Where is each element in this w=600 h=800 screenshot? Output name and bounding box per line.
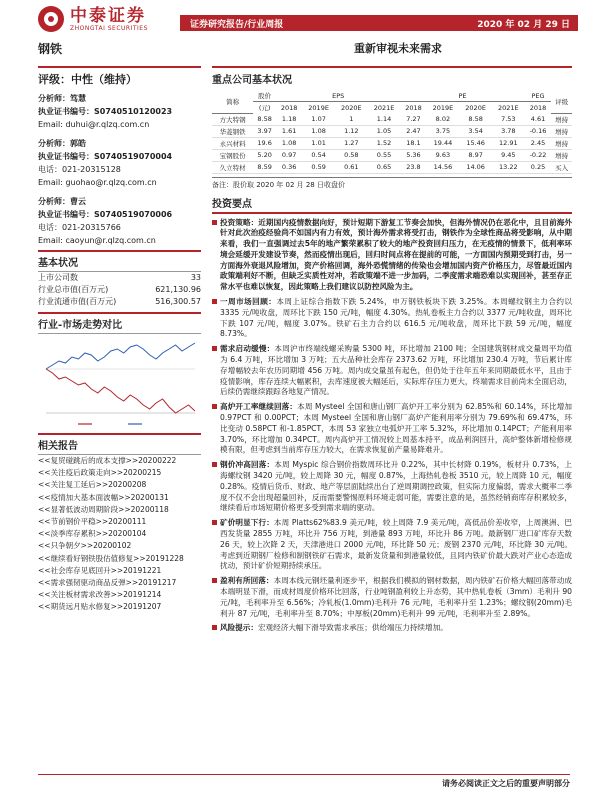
table-note: 备注：股价取 2020 年 02 月 28 日收盘价 — [212, 177, 572, 190]
basic-title: 基本状况 — [38, 250, 201, 272]
analyst-role: 分析师： — [38, 197, 70, 206]
table-row — [212, 113, 572, 125]
license-number: S0740519070006 — [94, 210, 173, 219]
table-cell: 增持 — [551, 149, 572, 161]
basic-label: 行业总市值(百万元) — [38, 285, 109, 294]
company-logo — [38, 6, 148, 32]
col-year: 2020E — [340, 103, 362, 112]
bullet-icon — [212, 346, 217, 351]
related-report-link[interactable]: <<社会库存见底回升>>20191221 — [38, 565, 162, 575]
table-cell: 9.63 — [427, 149, 460, 161]
related-report-link[interactable]: <<关注板材需求改善>>20191214 — [38, 590, 162, 600]
invest-point — [212, 460, 572, 514]
invest-point — [212, 297, 572, 340]
point-text: 本周沪市终端线螺采购量 5300 吨，环比增加 2100 吨；全国建筑钢材成交量周平均值为 6.4 万吨，环比增加 3 万吨；五大品种社会库存 2373.62 万吨，环比增加 230.4 万吨，节后累计库存增幅较去年农历同期增 456 万吨。周内成交量虽有起色，但仍处于往年五年来同期最低水平，且由于疫情影响，库存连续大幅累积，去库速度被大幅延后，实际库存压力更大，终端需求目前尚未全面启动，后续仍需继续跟踪各地复产情况。 — [220, 344, 573, 397]
table-cell: 3.97 — [253, 125, 276, 137]
email-label: Email: — [38, 236, 66, 245]
table-cell: 0.54 — [302, 149, 335, 161]
table-cell: -0.16 — [525, 125, 552, 137]
email-label: Email: — [38, 178, 66, 187]
table-cell: 1 — [335, 113, 368, 125]
col-year: 2019E — [432, 103, 454, 112]
table-row — [212, 137, 572, 149]
license-label: 执业证书编号： — [38, 210, 94, 219]
related-report-link[interactable]: <<复贸碰跳后的成本支撑>>20200222 — [38, 456, 177, 465]
point-text: 本周 Myspic 综合钢价指数周环比升 0.22%，其中长材降 0.19%，板材升 0.73%，上海螺纹钢 3420 元/吨，较上周降 30 元，幅度 0.87%，上海热轧卷板 3510 元，较上周降 10 元，幅度 0.28%。疫情后货币、财政、地产等层面陆续出台了逆周期调控政策，但实际力度偏弱，需求大概率二季度不仅不会出现超量回补，反而需要警惕原料环境走弱可能，需要注意的是，虽然经销商库存积累较多，继续看后市场短期价格更多受到需求端的驱动。 — [220, 460, 573, 513]
basic-row — [38, 296, 201, 308]
analyst-name: 曹云 — [70, 197, 86, 206]
phone-label: 电话： — [38, 223, 62, 232]
table-row — [212, 125, 572, 137]
related-report-link[interactable]: <<需求强韧驱动商品反弹>>20191217 — [38, 578, 177, 588]
table-cell: 永兴材料 — [212, 137, 253, 149]
basic-table — [38, 272, 201, 308]
table-cell: 8.59 — [253, 161, 276, 173]
phone-label: 电话： — [38, 165, 62, 174]
table-cell: 0.61 — [335, 161, 368, 173]
col-year: 2019E — [308, 103, 329, 112]
point-key: 高炉开工率继续回落： — [220, 402, 298, 412]
table-cell: 1.08 — [276, 137, 302, 149]
related-report-link[interactable]: <<淡季库存累积>>20200104 — [38, 529, 147, 539]
table-cell: 0.25 — [525, 161, 552, 173]
table-title: 重点公司基本状况 — [212, 66, 572, 86]
point-text: 宏观经济大幅下滑导致需求承压；供给端压力持续增加。 — [257, 623, 448, 633]
related-list — [38, 455, 201, 614]
table-cell: 18.1 — [400, 137, 426, 149]
bullet-icon — [212, 299, 217, 304]
basic-value: 33 — [190, 273, 201, 282]
logo-en: ZHONGTAI SECURITIES — [70, 24, 148, 32]
related-report-link[interactable]: <<期货远月贴水修复>>20191207 — [38, 602, 162, 612]
invest-points — [212, 218, 572, 635]
report-header — [0, 0, 600, 62]
table-cell: 久立特材 — [212, 161, 253, 173]
analyst-email[interactable]: caoyun@r.qlzq.com.cn — [65, 236, 156, 245]
invest-point — [212, 344, 572, 398]
related-report-link[interactable]: <<关注复工延后>>20200208 — [38, 480, 147, 490]
table-cell: 3.78 — [492, 125, 525, 137]
analyst-email[interactable]: guohao@r.qlzq.com.cn — [65, 178, 157, 187]
table-cell: 1.27 — [335, 137, 368, 149]
table-cell: 2.45 — [525, 137, 552, 149]
page-title: 重新审视未来需求 — [354, 42, 442, 55]
table-cell: 0.58 — [335, 149, 368, 161]
table-cell: 5.36 — [400, 149, 426, 161]
table-row — [212, 161, 572, 173]
table-cell: 19.6 — [253, 137, 276, 149]
col-peg: PEG — [525, 90, 552, 102]
col-price-unit: (元) — [258, 104, 271, 112]
table-cell: 8.97 — [459, 149, 492, 161]
table-cell: 增持 — [551, 125, 572, 137]
bullet-icon — [212, 462, 217, 467]
col-eps: EPS — [276, 90, 400, 102]
trend-chart — [38, 337, 201, 429]
bullet-icon — [212, 578, 217, 583]
col-year: 2020E — [465, 103, 486, 112]
table-cell: 0.36 — [276, 161, 302, 173]
table-cell: 15.46 — [459, 137, 492, 149]
table-cell: 华菱钢铁 — [212, 125, 253, 137]
table-cell: 0.59 — [302, 161, 335, 173]
logo-cn: 中泰证券 — [70, 5, 146, 26]
table-row — [212, 149, 572, 161]
table-cell: 1.07 — [302, 113, 335, 125]
table-cell: 宝钢股份 — [212, 149, 253, 161]
bullet-icon — [212, 520, 217, 525]
table-cell: 8.58 — [253, 113, 276, 125]
table-cell: 23.8 — [400, 161, 426, 173]
table-cell: 3.54 — [459, 125, 492, 137]
table-cell: 9.45 — [492, 149, 525, 161]
table-cell: 1.01 — [302, 137, 335, 149]
related-report-link[interactable]: <<显著低波动周期阶段>>20200118 — [38, 504, 169, 514]
col-rating: 评级 — [551, 90, 572, 113]
table-cell: 7.27 — [400, 113, 426, 125]
related-report-link[interactable]: <<疫情加大基本面波幅>>20200131 — [38, 492, 169, 502]
analyst-name: 郭皓 — [70, 139, 86, 148]
right-column — [212, 66, 572, 634]
rating: 评级：中性（维持） — [38, 66, 201, 91]
invest-point — [212, 518, 572, 572]
table-cell: 0.97 — [276, 149, 302, 161]
analyst-role: 分析师： — [38, 94, 70, 103]
analyst-block — [38, 93, 201, 246]
col-year: 2021E — [373, 103, 395, 112]
table-cell: -0.22 — [525, 149, 552, 161]
email-label: Email: — [38, 120, 66, 129]
table-cell: 12.91 — [492, 137, 525, 149]
point-key: 一周市场回顾： — [220, 297, 277, 307]
col-pe: PE — [400, 90, 524, 102]
basic-row — [38, 284, 201, 296]
col-year: 2018 — [405, 103, 422, 112]
basic-value: 516,300.57 — [155, 297, 201, 306]
series-line-0 — [46, 369, 195, 413]
col-year: 2021E — [497, 103, 519, 112]
point-text: 本周 Platts62%83.9 美元/吨，较上周降 7.9 美元/吨，高低品价差收窄，上周澳洲、巴西发货量 2855 万吨，环比升 756 万吨，到港量 893 万吨，环比升 86 万吨。最新钢厂进口矿库存天数 26 天，较上次降 2 天，天津港进口 2000 元/吨，环比降 50 元；废钢 2370 元/吨，环比降 30 元/吨。考虑到近期钢厂检修和制钢铁矿石需求，最新发货量和到港量较低，且同内铁矿价最大跌对产业心态造成扰动，预计矿价短期持续承压。 — [220, 518, 573, 571]
related-report-link[interactable]: <<只争朝夕>>20200102 — [38, 541, 132, 551]
invest-point — [212, 576, 572, 619]
bullet-icon — [212, 220, 217, 225]
table-cell: 1.61 — [276, 125, 302, 137]
table-cell: 增持 — [551, 137, 572, 149]
related-report-link[interactable]: <<继续看好钢铁股估值修复>>20191228 — [38, 553, 184, 563]
table-cell: 19.44 — [427, 137, 460, 149]
table-cell: 1.08 — [302, 125, 335, 137]
point-key: 钢价冲高回落： — [220, 460, 275, 470]
analyst-email[interactable]: duhui@r.qlzq.com.cn — [65, 120, 150, 129]
license-number: S0740519070004 — [94, 152, 173, 161]
table-cell: 13.22 — [492, 161, 525, 173]
col-price: 股价 — [253, 90, 276, 102]
logo-mark-icon — [38, 6, 64, 32]
table-cell: 方大特钢 — [212, 113, 253, 125]
table-cell: 1.18 — [276, 113, 302, 125]
point-key: 风险提示： — [220, 623, 258, 633]
trend-chart-svg — [38, 337, 201, 429]
basic-value: 621,130.96 — [155, 285, 201, 294]
report-type: 证券研究报告/行业周报 — [190, 20, 284, 30]
analyst-name: 笃慧 — [70, 94, 86, 103]
table-cell: 8.58 — [459, 113, 492, 125]
footer-disclaimer: 请务必阅读正文之后的重要声明部分 — [442, 779, 570, 788]
analyst-role: 分析师： — [38, 139, 70, 148]
point-key: 需求启动缓慢： — [220, 344, 275, 354]
table-cell: 1.05 — [368, 125, 401, 137]
point-key: 盈利有所回落： — [220, 576, 274, 586]
trend-title: 行业-市场走势对比 — [38, 312, 201, 334]
series-line-1 — [46, 343, 195, 369]
license-label: 执业证书编号： — [38, 107, 94, 116]
industry-label: 钢铁 — [38, 42, 63, 56]
license-number: S0740510120023 — [94, 107, 173, 116]
table-cell: 7.53 — [492, 113, 525, 125]
left-column — [38, 66, 201, 614]
company-table — [212, 90, 572, 174]
table-cell: 8.02 — [427, 113, 460, 125]
basic-label: 行业流通市值(百万元) — [38, 297, 117, 306]
invest-point — [212, 218, 572, 294]
related-report-link[interactable]: <<关注疫后政策走向>>20200215 — [38, 468, 162, 478]
point-text: 本周本线元钢坯量利逐步平，根据我们模拟的钢材数据，周内铁矿石价格大幅回落带动成本端明显下滑，而成材周度价格环比回落，行业吨钢盈利较上升态势，其中热轧卷板（3mm）毛利升 90 元/吨，毛利率升至 6.56%；冷轧板(1.0mm)毛利升 76 元/吨，毛利率升至 1.23%；螺纹钢(20mm)毛利升 87 元/吨，毛利率升至 8.70%；中厚板(20mm)毛利升 99 元/吨，毛利率升至 2.89%。 — [220, 576, 572, 618]
point-key: 投资策略： — [220, 217, 259, 227]
point-text: 本周 Mysteel 全国和唐山钢厂高炉开工率分别为 62.85%和 60.14%，环比增加 0.97PCT 和 0.00PCT；本周 Mysteel 全国和唐山钢厂高炉产能利用率分别为 79.69%和 69.47%，环比变动 0.58PCT 和-1.85PCT，本周 53 家独立电弧炉开工率 5.32%，环比增加 0.14PCT；产能利用率 3.70%，环比增加 0.34PCT。周内高炉开工情况较上周基本持平，成品利润回升，高炉整体新增检修规模有限，但考虑到当前库存压力较大，在需求恢复前产量易降难升。 — [220, 402, 573, 455]
table-cell: 5.20 — [253, 149, 276, 161]
col-year: 2018 — [529, 103, 547, 112]
table-cell: 14.56 — [427, 161, 460, 173]
related-report-link[interactable]: <<节前钢价平稳>>20200111 — [38, 517, 147, 527]
table-cell: 买入 — [551, 161, 572, 173]
table-cell: 0.65 — [368, 161, 401, 173]
table-cell: 1.14 — [368, 113, 401, 125]
table-cell: 14.06 — [459, 161, 492, 173]
table-cell: 0.55 — [368, 149, 401, 161]
basic-label: 上市公司数 — [38, 273, 78, 282]
analyst-phone: 021-20315766 — [62, 223, 121, 232]
basic-row — [38, 272, 201, 284]
report-date: 2020 年 02 月 29 日 — [477, 20, 570, 30]
invest-point — [212, 623, 572, 634]
table-cell: 4.61 — [525, 113, 552, 125]
point-text: 近期国内疫情数据向好，预计短期下游复工节奏会加快，但海外情况仍在恶化中，且目前海外针对此次治疫经验尚不如国内有力有效，预计海外需求将受打击，钢铁作为全球性商品将受影响，从中期来看，我们一直强调过去5年的地产繁荣累积了较大的地产投资回归压力，在无疫情的情景下，低利率环境会延缓开发建设节奏，然而疫情出现后，回归时间点将在提前的可能，一方面国内预期受到打击，另一方面海外衰退风险增加，资产价格回调，海外恐慌情绪的传染也会增加国内资产价格压力，尽管最近国内政策端利好不断，但缺乏实质性对冲，若政策端不进一步加码，二季度需求端恐难以实现回补，甚至存正常水平也难以恢复，因此策略上我们建议以防控风险为主。 — [220, 217, 573, 292]
col-year: 2018 — [280, 103, 298, 112]
invest-point — [212, 402, 572, 456]
table-cell: 1.12 — [335, 125, 368, 137]
table-cell: 2.47 — [400, 125, 426, 137]
bullet-icon — [212, 404, 217, 409]
bullet-icon — [212, 625, 217, 630]
point-text: 本周上证综合指数下跌 5.24%，申万钢铁板块下跌 3.25%。本周螺纹钢主力合约以 3335 元/吨收盘，周环比下跌 150 元/吨，幅度 4.30%。热轧卷板主力合约以 3377 元/吨收盘，周环比下跌 107 元/吨，幅度 3.07%。铁矿石主力合约以 616.5 元/吨收盘，周环比下跌 59 元/吨，幅度 8.73%。 — [220, 297, 573, 339]
table-cell: 1.52 — [368, 137, 401, 149]
footer-divider — [38, 774, 570, 775]
point-key: 矿价明显下行： — [220, 518, 274, 528]
table-cell: 增持 — [551, 113, 572, 125]
related-title: 相关报告 — [38, 433, 201, 455]
table-cell: 3.75 — [427, 125, 460, 137]
col-name: 简称 — [212, 90, 253, 113]
invest-title: 投资要点 — [212, 195, 572, 214]
license-label: 执业证书编号： — [38, 152, 94, 161]
analyst-phone: 021-20315128 — [62, 165, 121, 174]
